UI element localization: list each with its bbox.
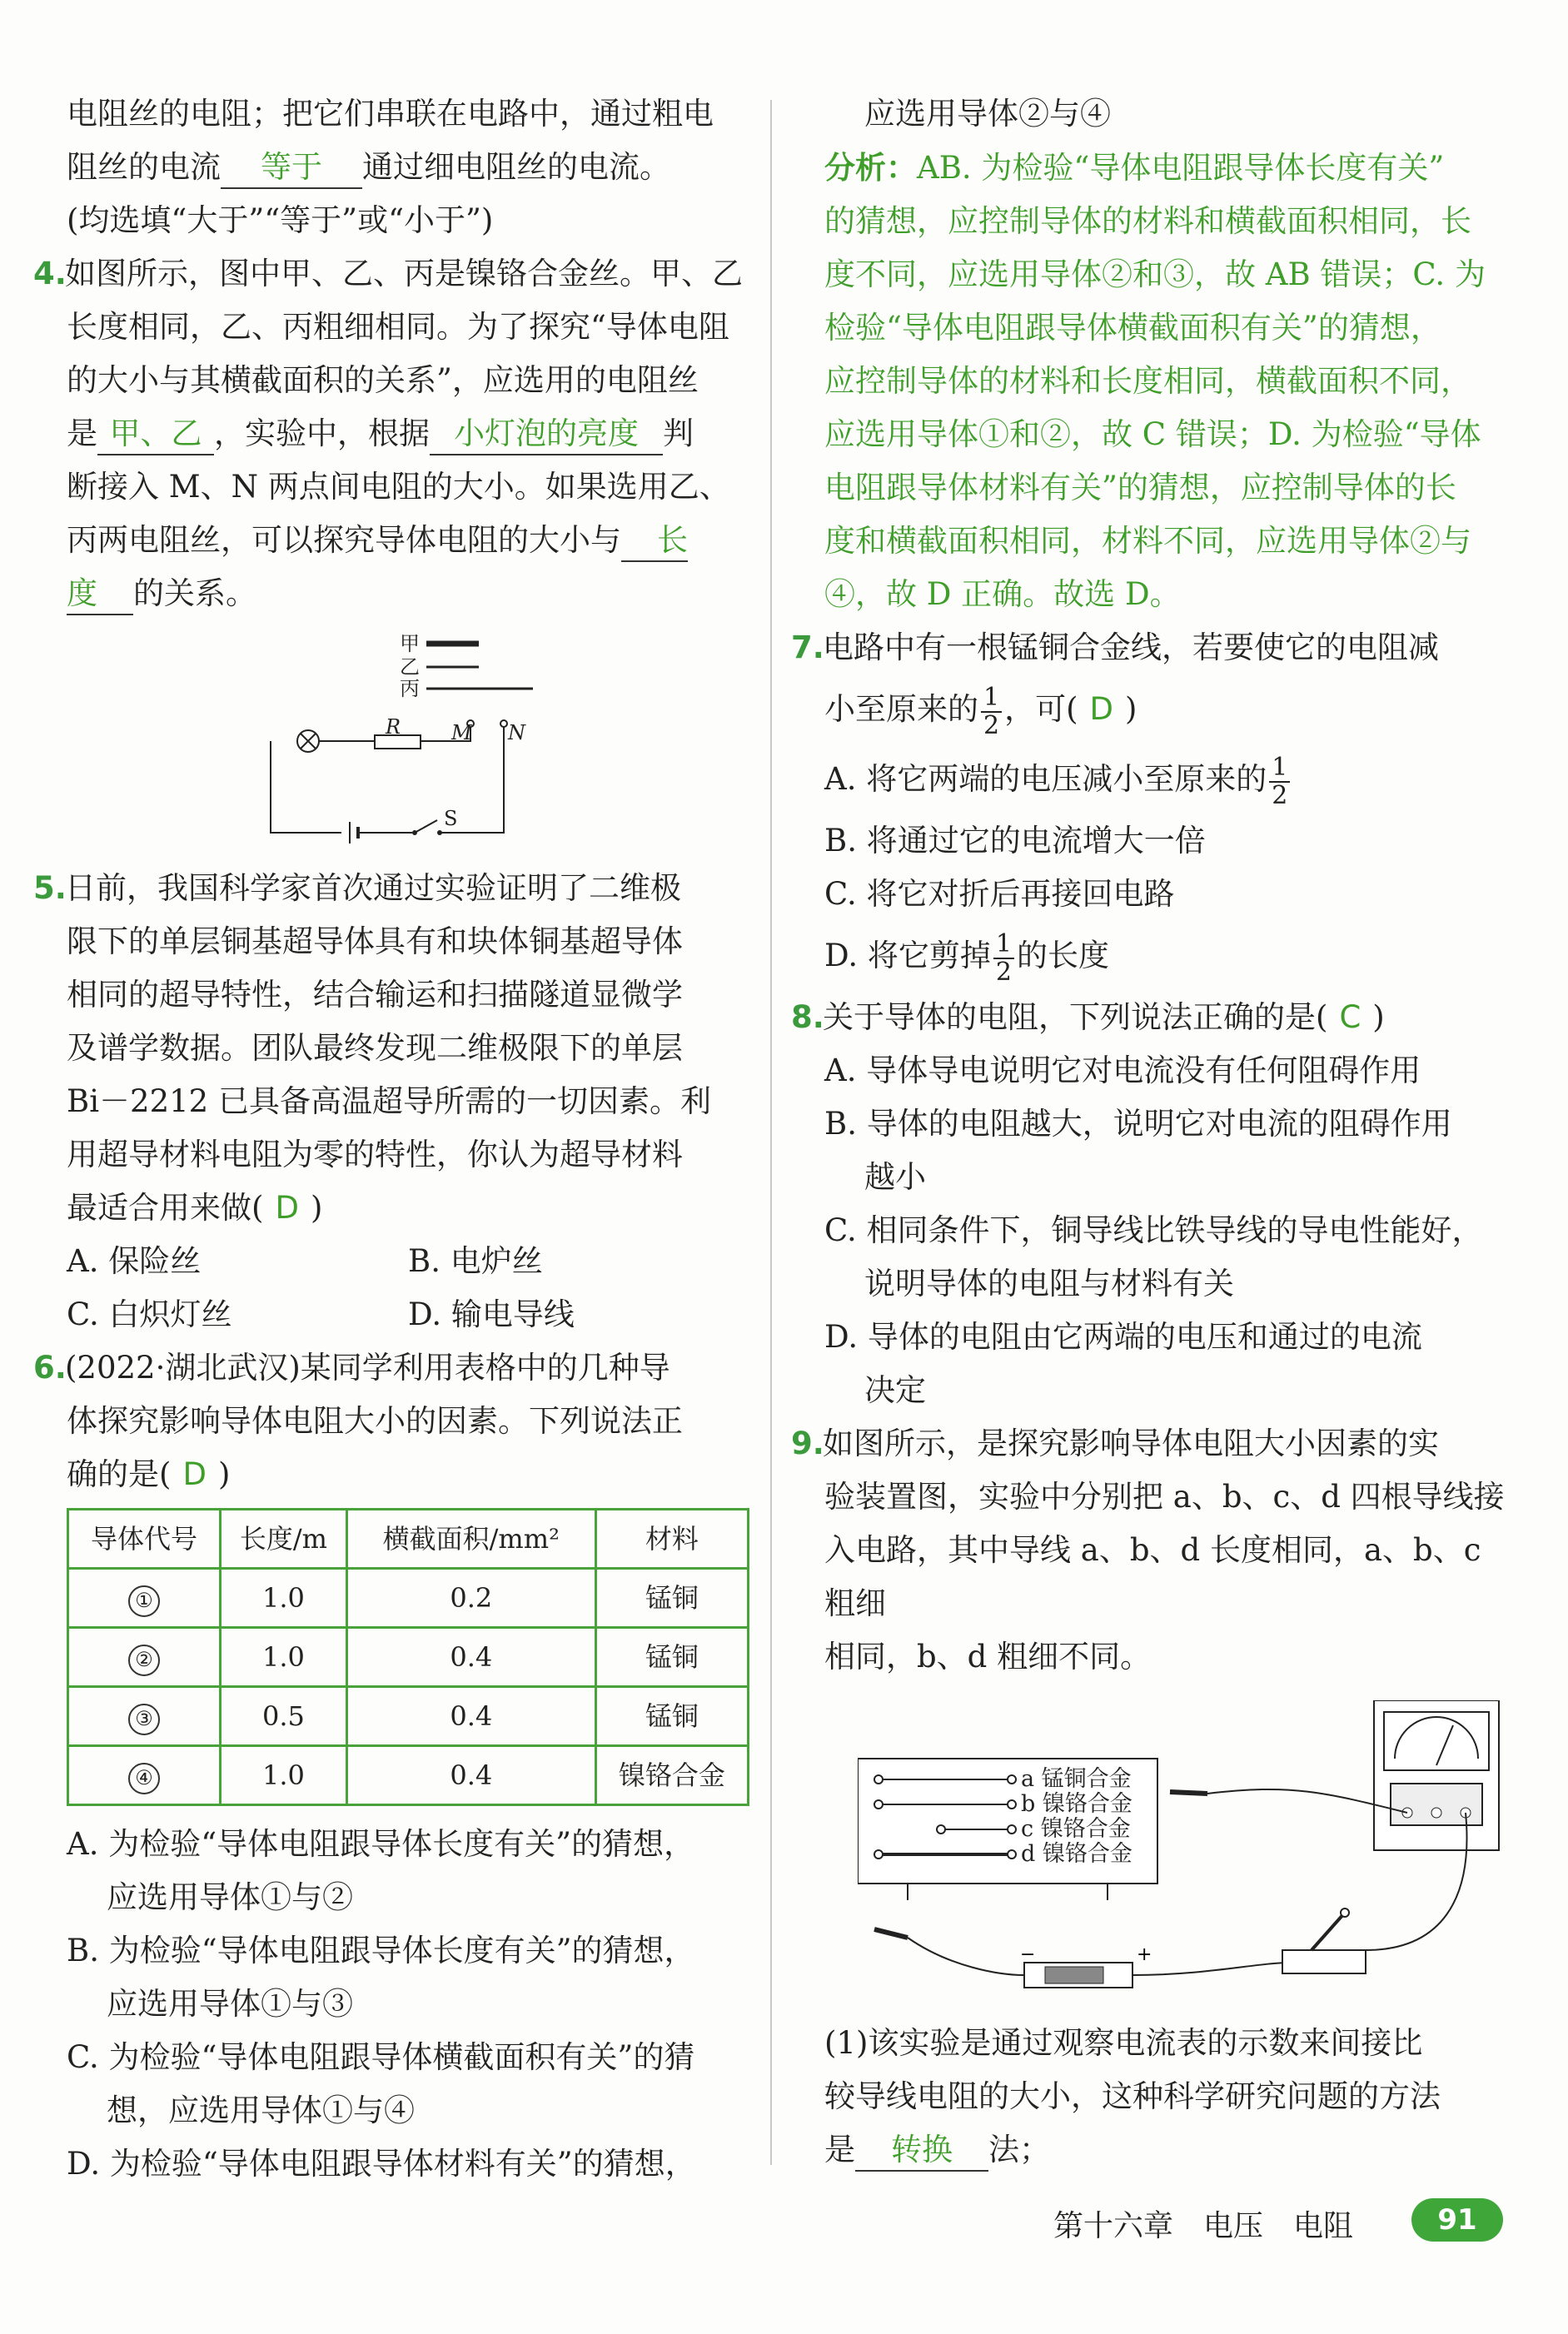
q9-line1: 验装置图，实验中分别把 a、b、c、d 四根导线接 <box>824 1479 1505 1515</box>
label-bing: 丙 <box>400 677 420 700</box>
table-row <box>68 1628 749 1687</box>
q8-number: 8. <box>791 999 824 1035</box>
q9-figure-space <box>824 1684 1507 2017</box>
q7-line2: 小至原来的 $\frac{1}{2}$ ，可( D ) <box>824 682 1137 740</box>
q6-line2: 体探究影响导体电阻大小的因素。下列说法正 <box>67 1403 683 1439</box>
q3-answer-blank: 等于 <box>221 147 362 189</box>
fraction-one-half: $\frac{1}{2}$ <box>1269 754 1290 809</box>
q8-optionD: D. 导体的电阻由它两端的电压和通过的电流 <box>824 1319 1422 1355</box>
table-cell: 0.4 <box>346 1746 595 1805</box>
q4-line2: 长度相同，乙、丙粗细相同。为了探究“导体电阻 <box>67 309 729 345</box>
q6-optionD: D. 为检验“导体电阻跟导体材料有关”的猜想， <box>67 2146 696 2182</box>
label-N: N <box>508 721 525 744</box>
q5-options-ab: A. 保险丝 B. 电炉丝 <box>67 1243 543 1279</box>
table-cell: ④ <box>128 1763 160 1794</box>
q6-optionA-cont: 应选用导体①与② <box>107 1879 353 1915</box>
table-cell: 1.0 <box>221 1628 347 1687</box>
q9-number: 9. <box>791 1426 824 1461</box>
q8-answer: C <box>1339 999 1361 1035</box>
table-header: 横截面积/mm² <box>346 1510 595 1569</box>
q5-answer: D <box>275 1190 299 1226</box>
column-divider <box>770 100 772 2165</box>
table-cell: ② <box>128 1645 160 1676</box>
q6-number: 6. <box>33 1350 67 1386</box>
q4-line6: 丙两电阻丝，可以探究导体电阻的大小与 长 <box>67 514 749 567</box>
q5-line0: 5.日前，我国科学家首次通过实验证明了二维极 <box>67 862 749 915</box>
q4-answer3b: 度 <box>67 574 133 615</box>
wire-label-a: a 锰铜合金 <box>1021 1766 1132 1792</box>
q6-optionC-cont: 想，应选用导体①与④ <box>107 2093 415 2128</box>
q4-line4: 是 甲、乙 ，实验中，根据 小灯泡的亮度 判 <box>67 407 749 460</box>
q9-sub3: 是 转换 法； <box>824 2123 1507 2177</box>
analysis-label: 分析： <box>824 149 917 186</box>
q4-answer3a: 长 <box>621 520 688 562</box>
svg-text:−: − <box>1020 1944 1036 1965</box>
q4-line3: 的大小与其横截面积的关系”，应选用的电阻丝 <box>67 362 699 398</box>
q3-line2: 阻丝的电流 等于 通过细电阻丝的电流。 <box>67 141 749 194</box>
q8-optionA: A. 导体导电说明它对电流没有任何阻碍作用 <box>824 1053 1421 1088</box>
q6-analysis: 分析：AB. 为检验“导体电阻跟导体长度有关” 的猜想，应控制导体的材料和横截面积相同，长 度不同，应选用导体②和③，故 AB 错误；C. 为 检验“导体电阻跟导体横截面积有关”的猜想， 应控制导体的材料和长度相同，横截面积不同， 应选用导体①和②，故 C 错误；D. 为检验“导体 电阻跟导体材料有关”的猜想，应控制导体的长 度和横截面积相同，材料不同，应选用导体②与 ④，故 D 正确。故选 D。 <box>824 149 1486 612</box>
table-header-row <box>68 1510 749 1569</box>
q5-line3: 及谱学数据。团队最终发现二维极限下的单层 <box>67 1030 683 1066</box>
table-cell: 0.5 <box>221 1687 347 1746</box>
wire-label-c: c 镍铬合金 <box>1021 1816 1131 1842</box>
table-header: 长度/m <box>221 1510 347 1569</box>
table-cell: 0.2 <box>346 1569 595 1628</box>
wire-label-b: b 镍铬合金 <box>1021 1791 1132 1817</box>
page-number-badge: 91 <box>1411 2198 1503 2242</box>
conductor-table <box>67 1508 749 1806</box>
q9-answer-blank: 转换 <box>855 2130 988 2172</box>
q5-line1: 限下的单层铜基超导体具有和块体铜基超导体 <box>67 923 683 959</box>
q9-sub1: (1)该实验是通过观察电流表的示数来间接比 <box>824 2025 1423 2061</box>
q7-optionB: B. 将通过它的电流增大一倍 <box>824 823 1206 858</box>
q9-line2: 入电路，其中导线 a、b、d 长度相同，a、b、c 粗细 <box>824 1532 1481 1621</box>
label-R: R <box>386 715 401 739</box>
table-cell: 锰铜 <box>595 1687 748 1746</box>
table-cell: 锰铜 <box>595 1569 748 1628</box>
q4-answer2: 小灯泡的亮度 <box>430 414 663 455</box>
q5-line6: 最适合用来做( D ) <box>67 1190 323 1226</box>
q4-number: 4. <box>33 256 67 291</box>
fraction-one-half: $\frac{1}{2}$ <box>981 684 1002 739</box>
q4-line1: 4.如图所示，图中甲、乙、丙是镍铬合金丝。甲、乙 <box>67 247 749 301</box>
table-row <box>68 1746 749 1805</box>
q6-answer: D <box>182 1456 207 1492</box>
q7-number: 7. <box>791 630 824 665</box>
label-M: M <box>451 721 472 744</box>
label-S: S <box>444 807 458 830</box>
chapter-footer: 第十六章 电压 电阻 <box>1053 2209 1354 2243</box>
q5-line2: 相同的超导特性，结合输运和扫描隧道显微学 <box>67 977 683 1013</box>
table-cell: 0.4 <box>346 1687 595 1746</box>
q3-line1: 电阻丝的电阻；把它们串联在电路中，通过粗电 <box>67 96 714 132</box>
switch <box>1282 1950 1366 1973</box>
table-cell: ① <box>128 1585 160 1617</box>
q9-apparatus-diagram <box>858 1700 1507 2008</box>
q8-optionB: B. 导体的电阻越大，说明它对电流的阻碍作用 <box>824 1106 1452 1142</box>
q6-line3: 确的是( D ) <box>67 1456 231 1492</box>
q5-number: 5. <box>33 870 67 906</box>
table-cell: 0.4 <box>346 1628 595 1687</box>
q6-optionB-cont: 应选用导体①与③ <box>107 1986 353 2022</box>
q8-optionB-cont: 越小 <box>864 1159 926 1195</box>
table-cell: 1.0 <box>221 1569 347 1628</box>
q4-figure-space <box>67 620 749 862</box>
q7-line1: 7.电路中有一根锰铜合金线，若要使它的电阻减 <box>824 621 1507 674</box>
q7-optionA: A. 将它两端的电压减小至原来的 $\frac{1}{2}$ <box>824 744 1507 814</box>
fraction-one-half: $\frac{1}{2}$ <box>993 931 1014 986</box>
q9-sub2: 较导线电阻的大小，这种科学研究问题的方法 <box>824 2078 1441 2114</box>
table-header: 材料 <box>595 1510 748 1569</box>
table-cell: ③ <box>128 1704 160 1735</box>
table-row <box>68 1569 749 1628</box>
q8-optionD-cont: 决定 <box>864 1372 926 1408</box>
q8-line1: 8.关于导体的电阻，下列说法正确的是( C ) <box>824 991 1507 1044</box>
q9-line3: 相同，b、d 粗细不同。 <box>824 1639 1152 1675</box>
q5-line4: Bi－2212 已具备高温超导所需的一切因素。利 <box>67 1083 711 1119</box>
q8-optionC-cont: 说明导体的电阻与材料有关 <box>864 1266 1234 1301</box>
q9-line0: 9.如图所示，是探究影响导体电阻大小因素的实 <box>824 1417 1507 1471</box>
wire-label-d: d 镍铬合金 <box>1021 1841 1132 1867</box>
right-column <box>791 87 1507 2177</box>
q6-optionD-cont: 应选用导体②与④ <box>864 96 1111 132</box>
q6-line1: 6.(2022·湖北武汉)某同学利用表格中的几种导 <box>67 1341 749 1395</box>
table-cell: 1.0 <box>221 1746 347 1805</box>
table-cell: 锰铜 <box>595 1628 748 1687</box>
table-row <box>68 1687 749 1746</box>
q4-circuit-diagram <box>266 629 566 853</box>
q4-line7: 度 的关系。 <box>67 567 749 620</box>
q5-line5: 用超导材料电阻为零的特性，你认为超导材料 <box>67 1137 683 1172</box>
q4-line5: 断接入 M、N 两点间电阻的大小。如果选用乙、 <box>67 469 730 505</box>
q6-optionB: B. 为检验“导体电阻跟导体长度有关”的猜想， <box>67 1933 695 1968</box>
q7-optionC: C. 将它对折后再接回电路 <box>824 876 1175 912</box>
q6-optionC: C. 为检验“导体电阻跟导体横截面积有关”的猜 <box>67 2039 695 2075</box>
table-header: 导体代号 <box>68 1510 221 1569</box>
label-yi: 乙 <box>400 655 420 679</box>
left-column <box>33 87 749 2191</box>
q3-line3: (均选填“大于”“等于”或“小于”) <box>67 202 494 238</box>
svg-text:+: + <box>1137 1944 1152 1965</box>
table-cell: 镍铬合金 <box>595 1746 748 1805</box>
q8-optionC: C. 相同条件下，铜导线比铁导线的导电性能好， <box>824 1212 1483 1248</box>
q7-answer: D <box>1089 691 1114 727</box>
q7-optionD: D. 将它剪掉 $\frac{1}{2}$ 的长度 <box>824 928 1109 987</box>
q6-optionA: A. 为检验“导体电阻跟导体长度有关”的猜想， <box>67 1826 695 1862</box>
label-jia: 甲 <box>400 632 420 655</box>
q4-answer1: 甲、乙 <box>97 414 214 455</box>
q5-options-cd: C. 白炽灯丝 D. 输电导线 <box>67 1296 575 1332</box>
